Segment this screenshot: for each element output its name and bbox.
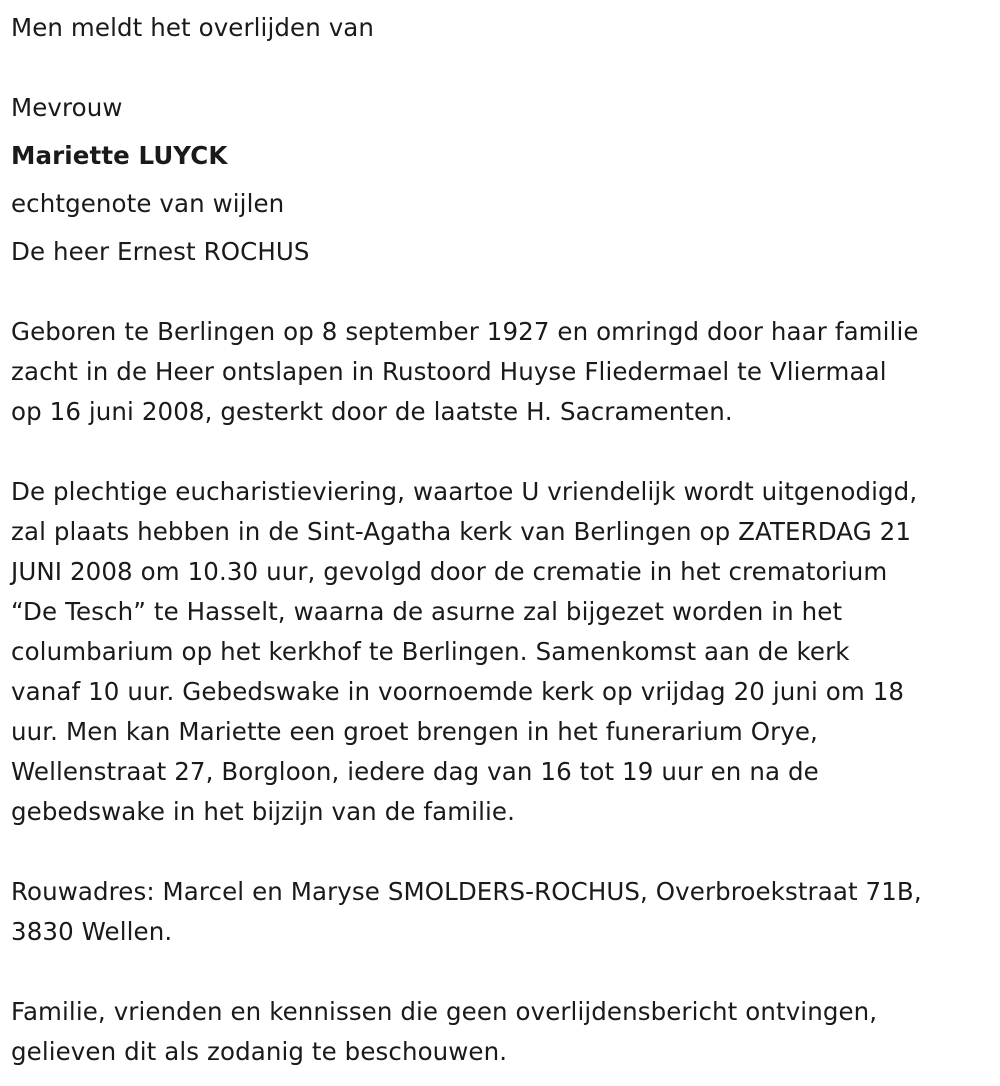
closing-paragraph xyxy=(11,992,1000,1072)
deceased-block xyxy=(11,88,1000,272)
spacer xyxy=(11,432,1000,472)
ceremony-paragraph xyxy=(11,472,1000,832)
deceased-spouse: De heer Ernest ROCHUS xyxy=(11,237,310,266)
paragraph-line: gelieven dit als zodanig te beschouwen. xyxy=(11,1037,508,1066)
paragraph-line: op 16 juni 2008, gesterkt door de laatste H. Sacramenten. xyxy=(11,397,733,426)
paragraph-line: Rouwadres: Marcel en Maryse SMOLDERS-ROCHUS, Overbroekstraat 71B, xyxy=(11,877,922,906)
deceased-relation: echtgenote van wijlen xyxy=(11,189,285,218)
paragraph-line: Geboren te Berlingen op 8 september 1927 en omringd door haar familie xyxy=(11,317,919,346)
address-paragraph xyxy=(11,872,1000,952)
deceased-name: Mariette LUYCK xyxy=(11,141,228,170)
paragraph-line: gebedswake in het bijzijn van de familie. xyxy=(11,797,515,826)
spacer xyxy=(11,952,1000,992)
intro-line: Men meldt het overlijden van xyxy=(11,13,375,42)
spacer xyxy=(11,832,1000,872)
deceased-title: Mevrouw xyxy=(11,93,123,122)
paragraph-line: columbarium op het kerkhof te Berlingen. Samenkomst aan de kerk xyxy=(11,637,850,666)
paragraph-line: JUNI 2008 om 10.30 uur, gevolgd door de crematie in het crematorium xyxy=(11,557,888,586)
birth-paragraph xyxy=(11,312,1000,432)
spacer xyxy=(11,272,1000,312)
paragraph-line: zacht in de Heer ontslapen in Rustoord Huyse Fliedermael te Vliermaal xyxy=(11,357,887,386)
paragraph-line: zal plaats hebben in de Sint-Agatha kerk van Berlingen op ZATERDAG 21 xyxy=(11,517,912,546)
paragraph-line: De plechtige eucharistieviering, waartoe U vriendelijk wordt uitgenodigd, xyxy=(11,477,918,506)
spacer xyxy=(11,48,1000,88)
paragraph-line: 3830 Wellen. xyxy=(11,917,173,946)
paragraph-line: uur. Men kan Mariette een groet brengen in het funerarium Orye, xyxy=(11,717,818,746)
paragraph-line: Wellenstraat 27, Borgloon, iedere dag van 16 tot 19 uur en na de xyxy=(11,757,819,786)
paragraph-line: Familie, vrienden en kennissen die geen overlijdensbericht ontvingen, xyxy=(11,997,878,1026)
paragraph-line: “De Tesch” te Hasselt, waarna de asurne zal bijgezet worden in het xyxy=(11,597,843,626)
paragraph-line: vanaf 10 uur. Gebedswake in voornoemde kerk op vrijdag 20 juni om 18 xyxy=(11,677,905,706)
